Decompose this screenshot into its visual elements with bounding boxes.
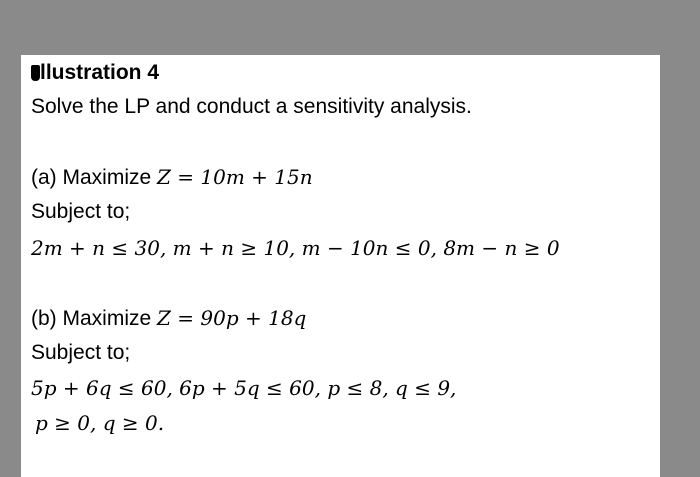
slide-content xyxy=(21,55,660,477)
part-a-objective-formula: Z = 10m + 15n xyxy=(157,165,313,189)
part-b-objective-formula: Z = 90p + 18q xyxy=(157,306,307,330)
part-a-objective xyxy=(31,165,313,190)
part-b-constraints-line-1: 5p + 6q ≤ 60, 6p + 5q ≤ 60, p ≤ 8, q ≤ 9, xyxy=(31,376,457,400)
part-a-constraints: 2m + n ≤ 30, m + n ≥ 10, m − 10n ≤ 0, 8m − n ≥ 0 xyxy=(31,236,560,260)
intro-text: Solve the LP and conduct a sensitivity analysis. xyxy=(31,95,472,118)
part-b-label: (b) Maximize xyxy=(31,307,158,330)
part-b-objective xyxy=(31,306,306,331)
title-text: llustration 4 xyxy=(40,61,160,84)
part-b-subject-to: Subject to; xyxy=(31,341,131,364)
text-cursor-icon xyxy=(31,65,40,81)
illustration-title xyxy=(31,61,159,85)
part-a-label: (a) Maximize xyxy=(31,166,158,189)
part-a-subject-to: Subject to; xyxy=(31,200,131,223)
part-b-constraints-line-2: p ≥ 0, q ≥ 0. xyxy=(35,411,165,435)
